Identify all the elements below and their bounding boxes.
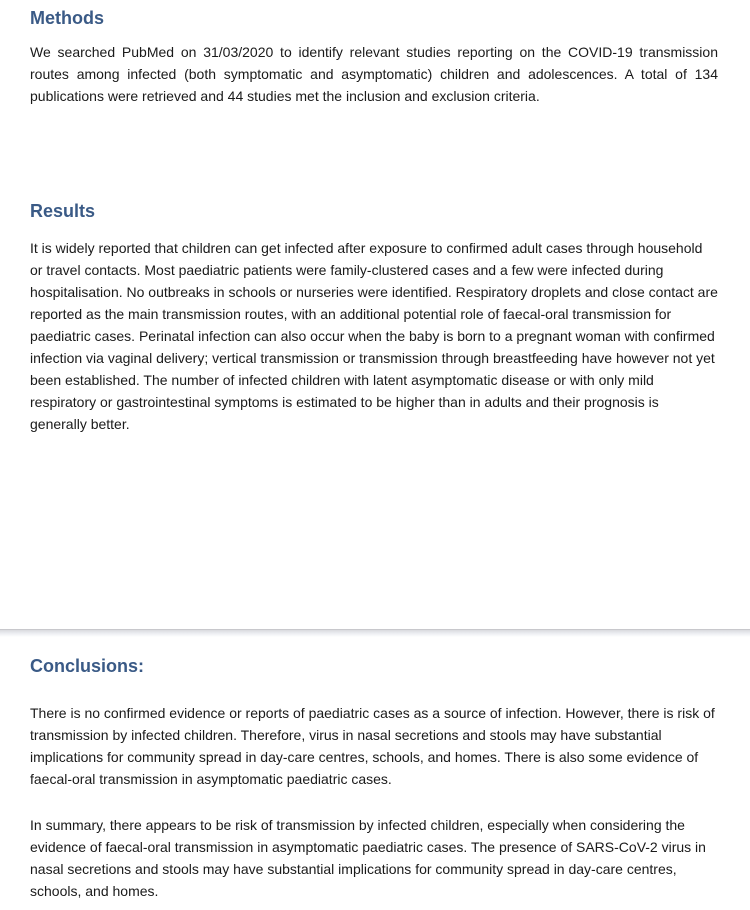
conclusions-paragraph-1: There is no confirmed evidence or reports of paediatric cases as a source of infection. However, there is risk of transmission by infected children. Therefore, virus in nasal secretions and stools may have substantial implications for community spread in day-care centres, schools, and homes. There is also some evidence of faecal-oral transmission in asymptomatic paediatric cases. (30, 705, 715, 787)
methods-heading: Methods (30, 8, 104, 28)
section-divider (0, 629, 750, 637)
methods-paragraph: We searched PubMed on 31/03/2020 to identify relevant studies reporting on the COVID-19 transmission routes among infected (both symptomatic and asymptomatic) children and adolescences. A total of 134 publications were retrieved and 44 studies met the inclusion and exclusion criteria. (30, 44, 718, 104)
conclusions-heading: Conclusions: (30, 656, 145, 676)
results-paragraph: It is widely reported that children can get infected after exposure to confirmed adult cases through household or travel contacts. Most paediatric patients were family-clustered cases and a few were infected during hospitalisation. No outbreaks in schools or nurseries were identified. Respiratory droplets and close contact are reported as the main transmission routes, with an additional potential role of faecal-oral transmission for paediatric cases. Perinatal infection can also occur when the baby is born to a pregnant woman with confirmed infection via vaginal delivery; vertical transmission or transmission through breastfeeding have however not yet been established. The number of infected children with latent asymptomatic disease or with only mild respiratory or gastrointestinal symptoms is estimated to be higher than in adults and their prognosis is generally better. (30, 240, 718, 432)
conclusions-paragraph-2: In summary, there appears to be risk of transmission by infected children, especially when considering the evidence of faecal-oral transmission in asymptomatic paediatric cases. The presence of SARS-CoV-2 virus in nasal secretions and stools may have substantial implications for community spread in day-care centres, schools, and homes. (30, 817, 706, 899)
results-heading: Results (30, 201, 96, 221)
section-divider-line (0, 629, 750, 630)
